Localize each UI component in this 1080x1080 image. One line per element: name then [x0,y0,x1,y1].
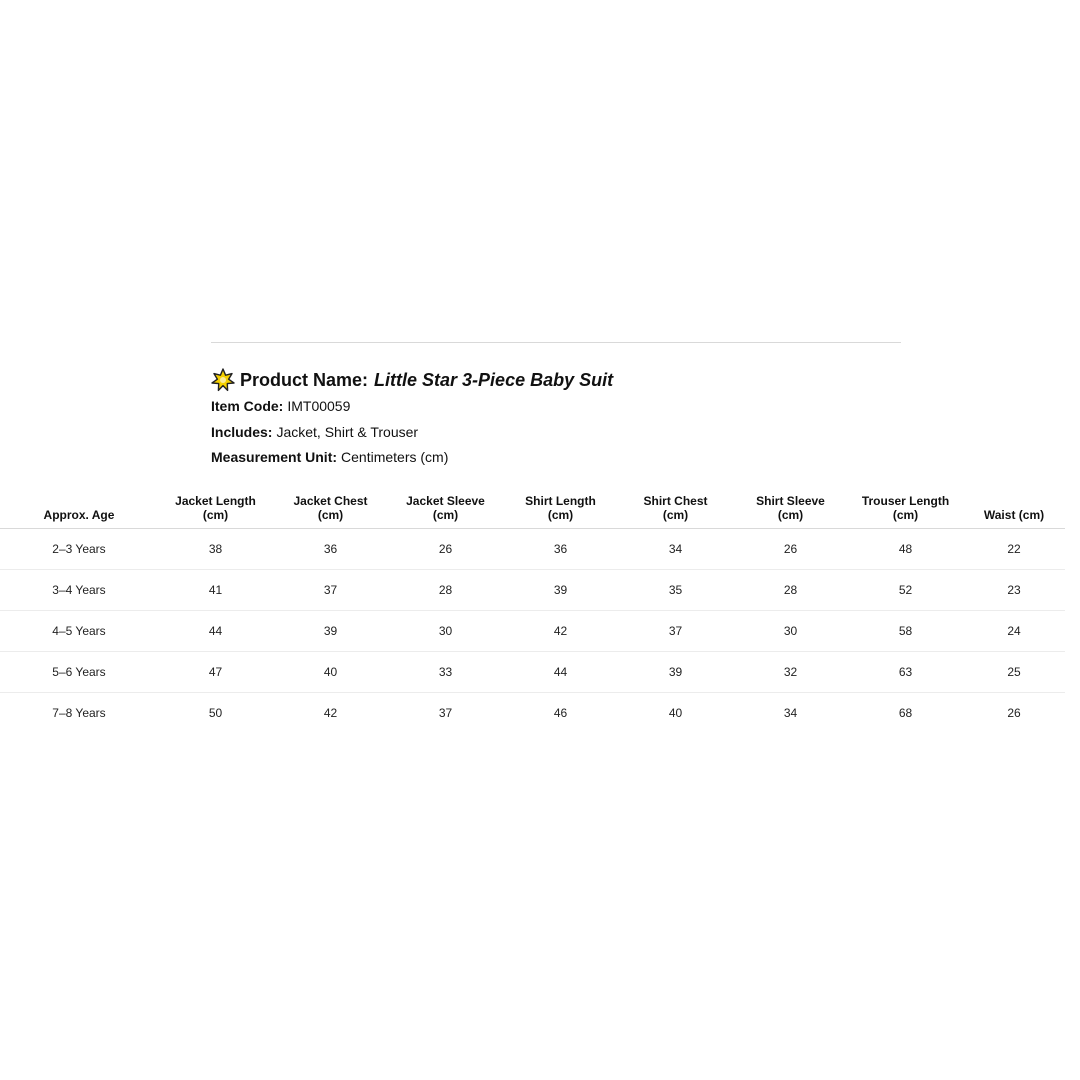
unit-label: Measurement Unit: [211,449,338,465]
column-header-label: Trouser Length [861,494,950,508]
table-row [0,693,1065,734]
table-row [0,652,1065,693]
column-header [963,482,1065,529]
measurement-cell: 40 [668,706,683,720]
column-header [503,482,618,529]
table-header-row [0,482,1065,529]
age-cell: 2–3 Years [0,529,158,570]
measurement-cell: 26 [733,529,848,570]
column-header [158,482,273,529]
includes-label: Includes: [211,423,273,440]
column-header-unit: (cm) [432,508,459,522]
column-header-unit: (cm) [547,508,574,522]
top-divider [211,342,901,343]
column-header-label: Jacket Chest [293,494,368,508]
measurement-cell: 37 [273,570,388,611]
unit-value: Centimeters (cm) [341,449,449,465]
item-code-value: IMT00059 [287,398,351,414]
includes-value: Jacket, Shirt & Trouser [276,423,419,440]
column-header [273,482,388,529]
measurement-cell: 26 [1007,706,1021,720]
column-header-unit: (cm) [777,508,804,522]
measurement-cell: 35 [618,570,733,611]
measurement-cell: 38 [158,529,273,570]
measurement-cell: 33 [388,652,503,693]
product-name-value: Little Star 3-Piece Baby Suit [374,369,614,390]
measurement-cell: 34 [618,529,733,570]
measurement-cell: 44 [158,611,273,652]
column-header-unit: (cm) [317,508,344,522]
measurement-cell: 52 [848,570,963,611]
age-cell: 5–6 Years [0,652,158,693]
includes-line [211,420,613,446]
measurement-cell: 42 [503,611,618,652]
column-header [0,482,158,529]
product-title [211,366,613,394]
measurement-cell: 37 [438,706,453,720]
column-header-label: Jacket Length [175,494,256,508]
column-header-label: Shirt Chest [643,494,708,508]
measurement-cell: 46 [553,706,568,720]
measurement-cell: 42 [323,706,338,720]
column-header [388,482,503,529]
measurement-cell: 50 [208,706,223,720]
measurement-cell: 26 [388,529,503,570]
measurement-cell: 44 [503,652,618,693]
measurement-cell: 39 [618,652,733,693]
column-header-label: Shirt Sleeve [756,494,825,508]
measurement-cell: 24 [963,611,1065,652]
measurement-cell: 68 [898,706,913,720]
column-header [848,482,963,529]
age-cell: 4–5 Years [0,611,158,652]
size-chart-table [0,482,1065,733]
measurement-cell: 23 [963,570,1065,611]
measurement-cell: 36 [503,529,618,570]
measurement-cell: 39 [503,570,618,611]
table-row [0,570,1065,611]
measurement-cell: 22 [963,529,1065,570]
measurement-cell: 30 [388,611,503,652]
column-header-label: Shirt Length [525,494,596,508]
age-cell: 7–8 Years [52,706,106,720]
measurement-cell: 47 [158,652,273,693]
table-row [0,529,1065,570]
measurement-cell: 25 [963,652,1065,693]
star-icon [211,368,235,392]
column-header-unit: (cm) [662,508,689,522]
measurement-cell: 58 [848,611,963,652]
measurement-cell: 36 [273,529,388,570]
item-code-line [211,394,613,420]
column-header-label: Jacket Sleeve [406,494,485,508]
column-header-unit: (cm) [892,508,919,522]
measurement-cell: 32 [733,652,848,693]
table-row [0,611,1065,652]
measurement-cell: 48 [848,529,963,570]
measurement-cell: 63 [848,652,963,693]
product-info [211,366,613,471]
measurement-cell: 28 [388,570,503,611]
item-code-label: Item Code: [211,398,284,414]
column-header [733,482,848,529]
unit-line [211,445,613,471]
product-name-label: Product Name: [240,369,369,390]
measurement-cell: 40 [273,652,388,693]
measurement-cell: 28 [733,570,848,611]
measurement-cell: 39 [273,611,388,652]
measurement-cell: 37 [618,611,733,652]
column-header [618,482,733,529]
measurement-cell: 41 [158,570,273,611]
measurement-cell: 34 [783,706,798,720]
age-cell: 3–4 Years [0,570,158,611]
column-header-label: Waist (cm) [983,508,1045,522]
column-header-unit: (cm) [202,508,229,522]
table-body [0,529,1065,734]
measurement-cell: 30 [733,611,848,652]
column-header-label: Approx. Age [43,508,115,522]
